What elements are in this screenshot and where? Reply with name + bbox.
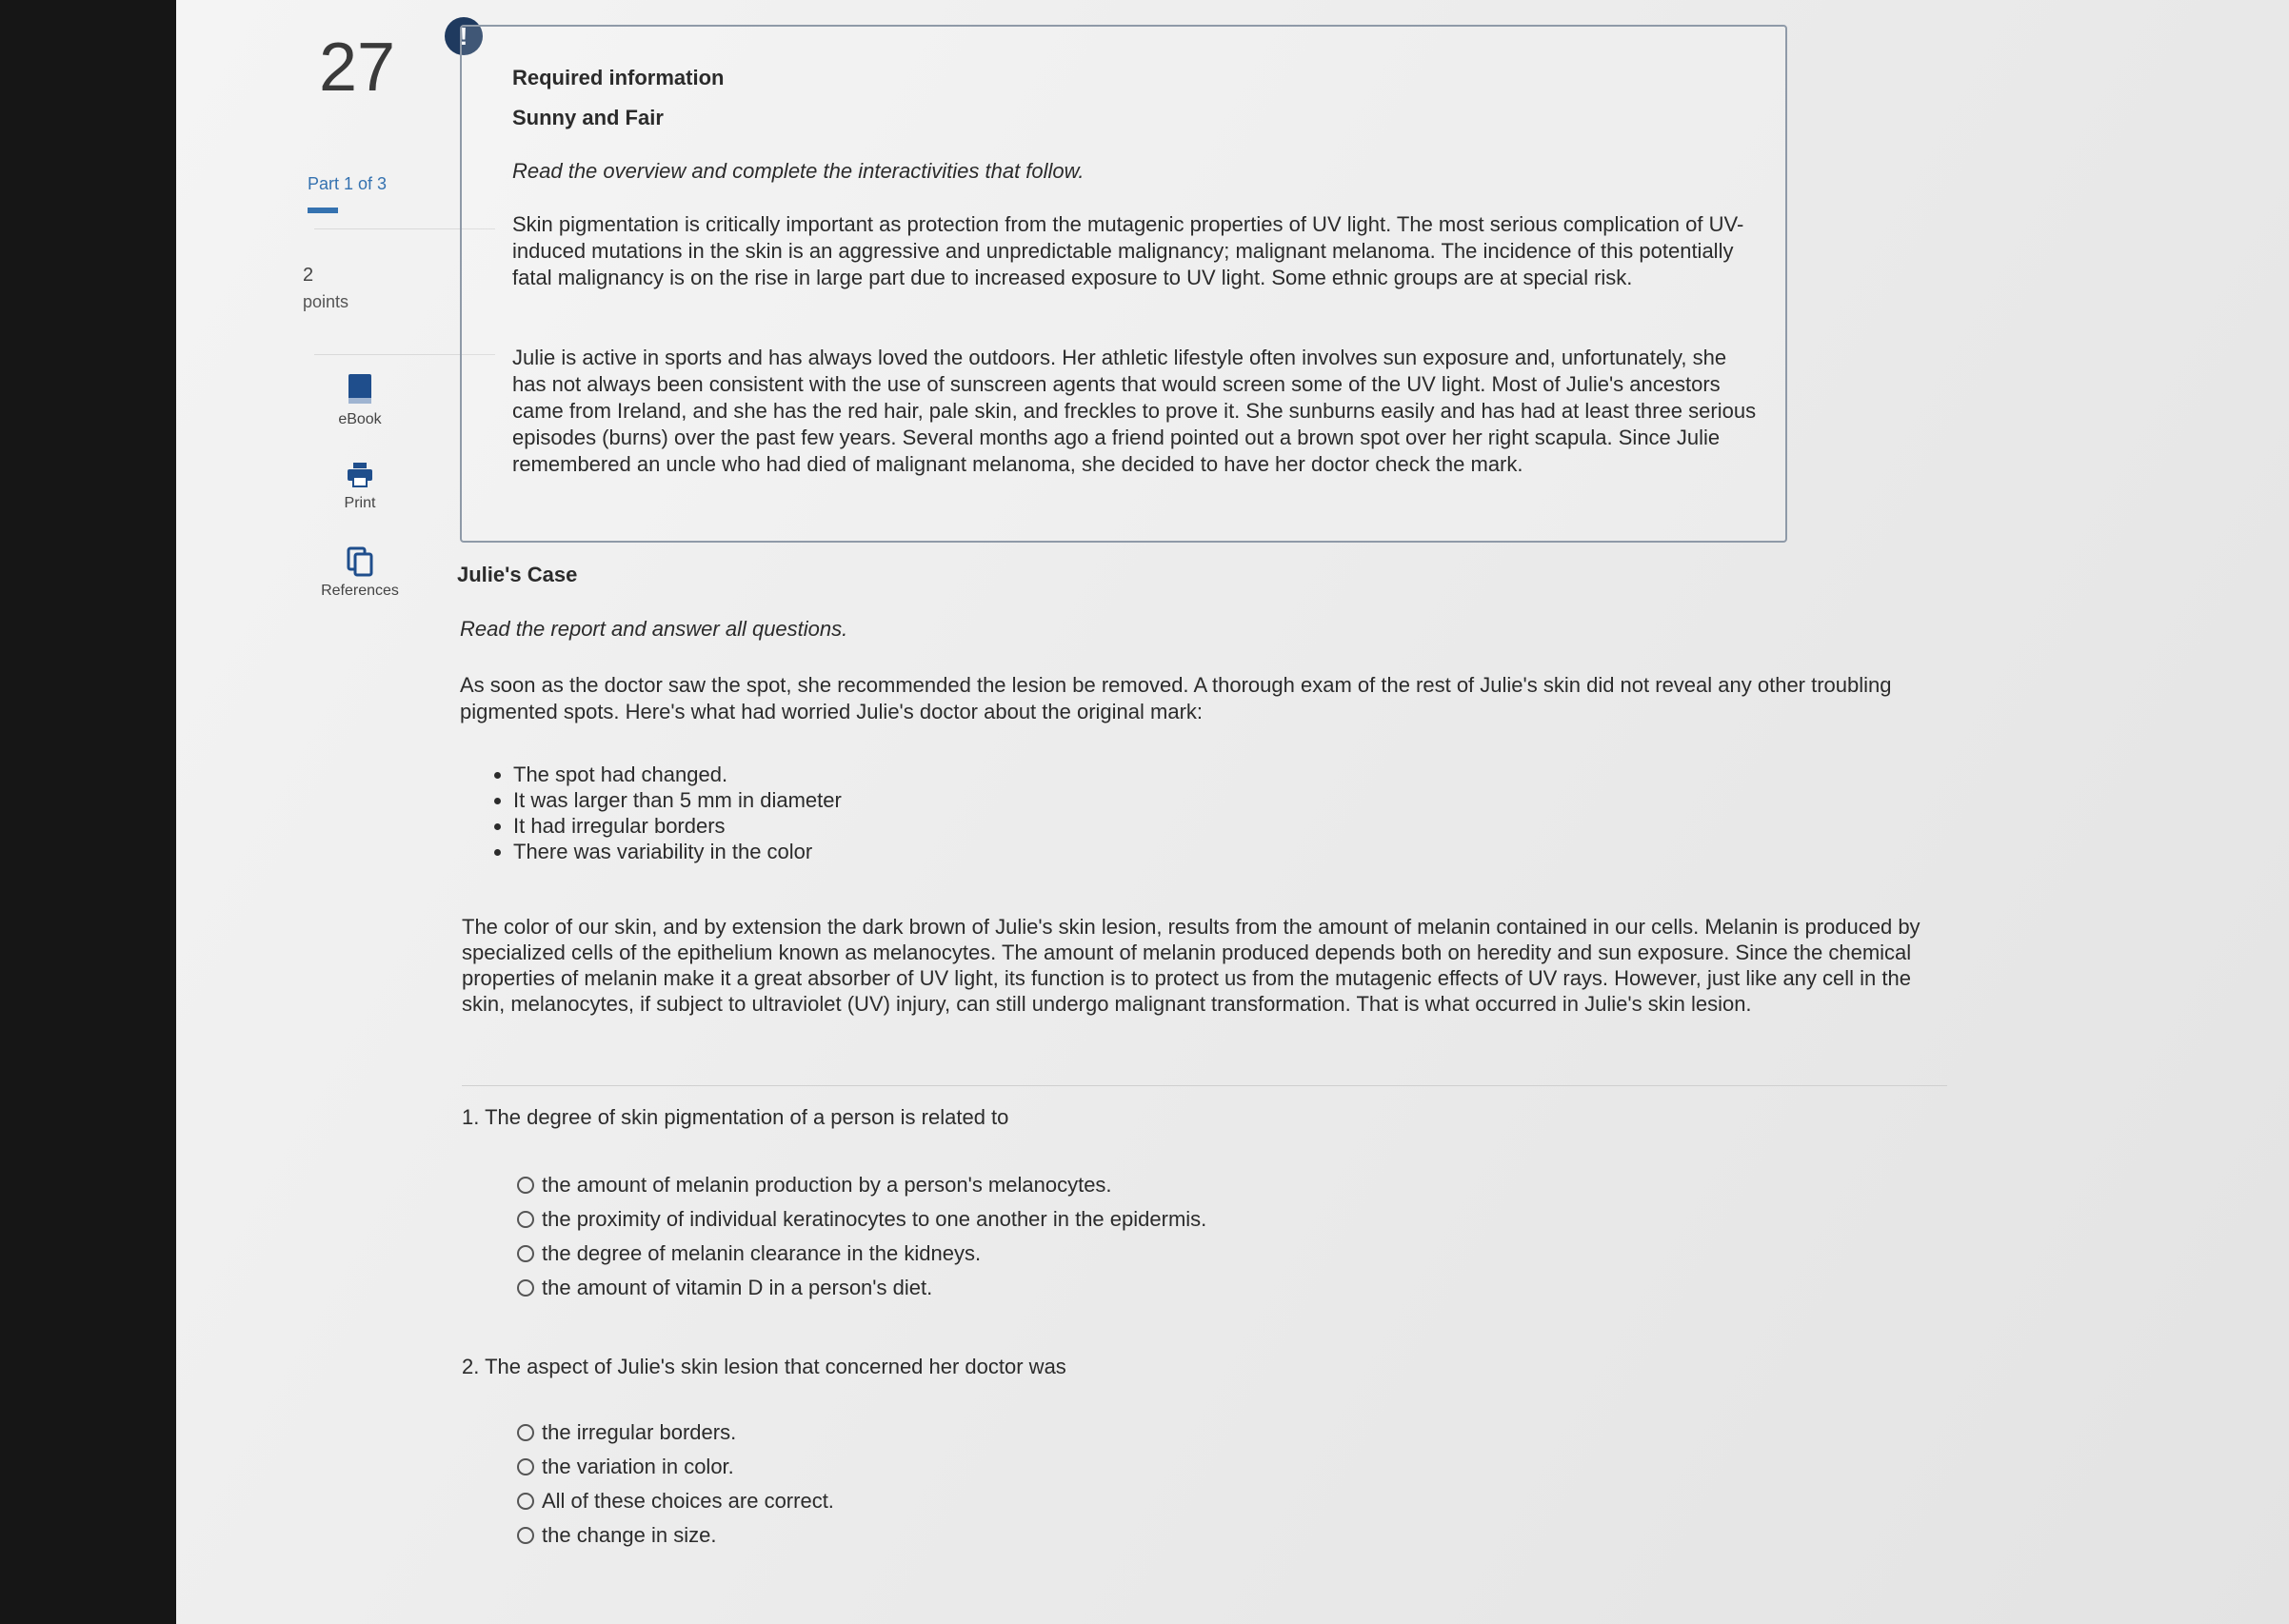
list-item: • It had irregular borders <box>513 813 842 839</box>
radio-button[interactable] <box>517 1211 534 1228</box>
info-paragraph-2: Julie is active in sports and has always loved the outdoors. Her athletic lifestyle often involves sun exposure and, unfortunately, she has not always been consistent with the use of sunscreen agents that would screen some of the UV light. Most of Julie's ancestors came from Ireland, and she has the red hair, pale skin, and freckles to prove it. She sunburns easily and has had at least three serious episodes (burns) over the past few years. Several months ago a friend pointed out a brown spot over her right scapula. Since Julie remembered an uncle who had died of malignant melanoma, she decided to have her doctor check the mark. <box>512 346 1757 476</box>
info-heading: Required information <box>512 66 725 89</box>
references-label: References <box>321 583 399 599</box>
info-subheading: Sunny and Fair <box>512 106 664 129</box>
part-indicator[interactable]: Part 1 of 3 <box>308 174 388 193</box>
question-2-prompt: 2. The aspect of Julie's skin lesion that concerned her doctor was <box>462 1355 1066 1378</box>
case-heading: Julie's Case <box>457 563 578 586</box>
ebook-label: eBook <box>338 411 382 427</box>
screen <box>176 0 2289 1624</box>
alert-icon: ! <box>445 17 483 55</box>
list-item: • There was variability in the color <box>513 839 842 864</box>
question-number: 27 <box>319 30 396 106</box>
copy-pages-icon <box>347 546 373 577</box>
question-1-option-d[interactable]: the amount of vitamin D in a person's diet. <box>517 1276 932 1300</box>
case-intro: As soon as the doctor saw the spot, she recommended the lesion be removed. A thorough exam of the rest of Julie's skin did not reveal any other troubling pigmented spots. Here's what had worried Julie's doctor about the original mark: <box>460 673 1892 723</box>
question-1-option-a[interactable]: the amount of melanin production by a person's melanocytes. <box>517 1173 1112 1198</box>
points-label: points <box>303 292 349 311</box>
question-1-prompt: 1. The degree of skin pigmentation of a person is related to <box>462 1105 1009 1129</box>
case-instruction: Read the report and answer all questions. <box>460 617 848 641</box>
list-item: • The spot had changed. <box>513 762 842 787</box>
radio-button[interactable] <box>517 1245 534 1262</box>
criteria-list <box>490 762 842 864</box>
list-item: • It was larger than 5 mm in diameter <box>513 787 842 813</box>
radio-button[interactable] <box>517 1493 534 1510</box>
info-instruction: Read the overview and complete the interactivities that follow. <box>512 159 1085 183</box>
question-1-option-b[interactable]: the proximity of individual keratinocytes to one another in the epidermis. <box>517 1207 1206 1232</box>
radio-button[interactable] <box>517 1177 534 1194</box>
radio-button[interactable] <box>517 1458 534 1475</box>
printer-icon <box>346 461 374 489</box>
print-button[interactable] <box>308 461 412 512</box>
radio-button[interactable] <box>517 1424 534 1441</box>
question-2-option-a[interactable]: the irregular borders. <box>517 1420 736 1445</box>
radio-button[interactable] <box>517 1527 534 1544</box>
question-1-option-c[interactable]: the degree of melanin clearance in the kidneys. <box>517 1241 981 1266</box>
question-2-option-c[interactable]: All of these choices are correct. <box>517 1489 834 1514</box>
monitor-bezel <box>0 0 176 1624</box>
info-paragraph-1: Skin pigmentation is critically important as protection from the mutagenic properties of UV light. The most serious complication of UV-induced mutations in the skin is an aggressive and unpredictable malignancy; malignant melanoma. The incidence of this potentially fatal malignancy is on the rise in large part due to increased exposure to UV light. Some ethnic groups are at special risk. <box>512 212 1744 289</box>
references-button[interactable] <box>308 546 412 600</box>
ebook-button[interactable] <box>308 373 412 428</box>
question-2-option-b[interactable]: the variation in color. <box>517 1455 734 1479</box>
print-label: Print <box>344 495 376 511</box>
question-2-option-d[interactable]: the change in size. <box>517 1523 716 1548</box>
points-value: 2 <box>303 265 314 286</box>
part-progress-bar <box>308 208 338 213</box>
case-explanation: The color of our skin, and by extension the dark brown of Julie's skin lesion, results from the amount of melanin contained in our cells. Melanin is produced by specialized cells of the epithelium known as melanocytes. The amount of melanin produced depends both on heredity and sun exposure. Since the chemical properties of melanin make it a great absorber of UV light, its function is to protect us from the mutagenic effects of UV rays. However, just like any cell in the skin, melanocytes, if subject to ultraviolet (UV) injury, can still undergo malignant transformation. That is what occurred in Julie's skin lesion. <box>462 915 1921 1016</box>
radio-button[interactable] <box>517 1279 534 1297</box>
section-divider <box>462 1085 1947 1086</box>
book-icon <box>348 373 372 406</box>
